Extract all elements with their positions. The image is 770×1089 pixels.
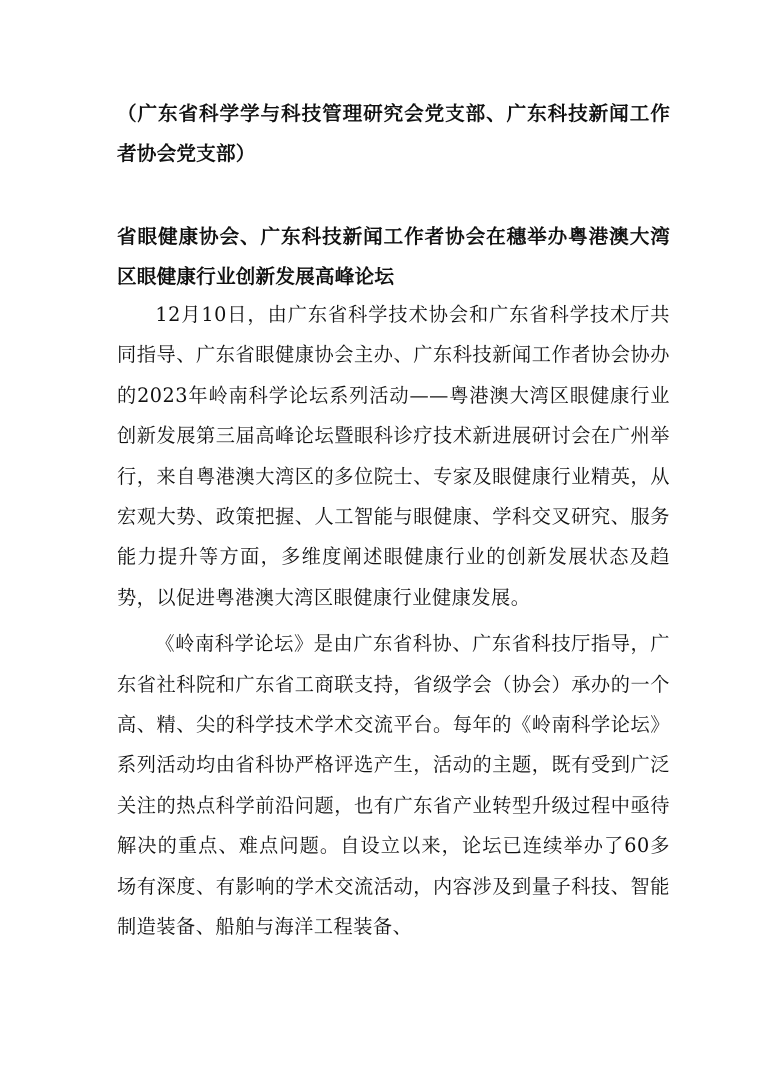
- article-paragraph: 《岭南科学论坛》是由广东省科协、广东省科技厅指导，广东省社科院和广东省工商联支持，省级学会（协会）承办的一个高、精、尖的科学技术学术交流平台。每年的《岭南科学论坛》系列活动均由省科协严格评选产生，活动的主题，既有受到广泛关注的热点科学前沿问题，也有广东省产业转型升级过程中亟待解决的重点、难点问题。自设立以来，论坛已连续举办了60多场有深度、有影响的学术交流活动，内容涉及到量子科技、智能制造装备、船舶与海洋工程装备、: [117, 632, 670, 939]
- article-body: [117, 295, 670, 954]
- organization-note: （广东省科学学与科技管理研究会党支部、广东科技新闻工作者协会党支部）: [117, 102, 670, 165]
- article-headline: 省眼健康协会、广东科技新闻工作者协会在穗举办粤港澳大湾区眼健康行业创新发展高峰论坛: [117, 225, 670, 288]
- article-paragraph: 12月10日，由广东省科学技术协会和广东省科学技术厅共同指导、广东省眼健康协会主办、广东科技新闻工作者协会协办的2023年岭南科学论坛系列活动——粤港澳大湾区眼健康行业创新发展第三届高峰论坛暨眼科诊疗技术新进展研讨会在广州举行，来自粤港澳大湾区的多位院士、专家及眼健康行业精英，从宏观大势、政策把握、人工智能与眼健康、学科交叉研究、服务能力提升等方面，多维度阐述眼健康行业的创新发展状态及趋势，以促进粤港澳大湾区眼健康行业健康发展。: [117, 303, 670, 609]
